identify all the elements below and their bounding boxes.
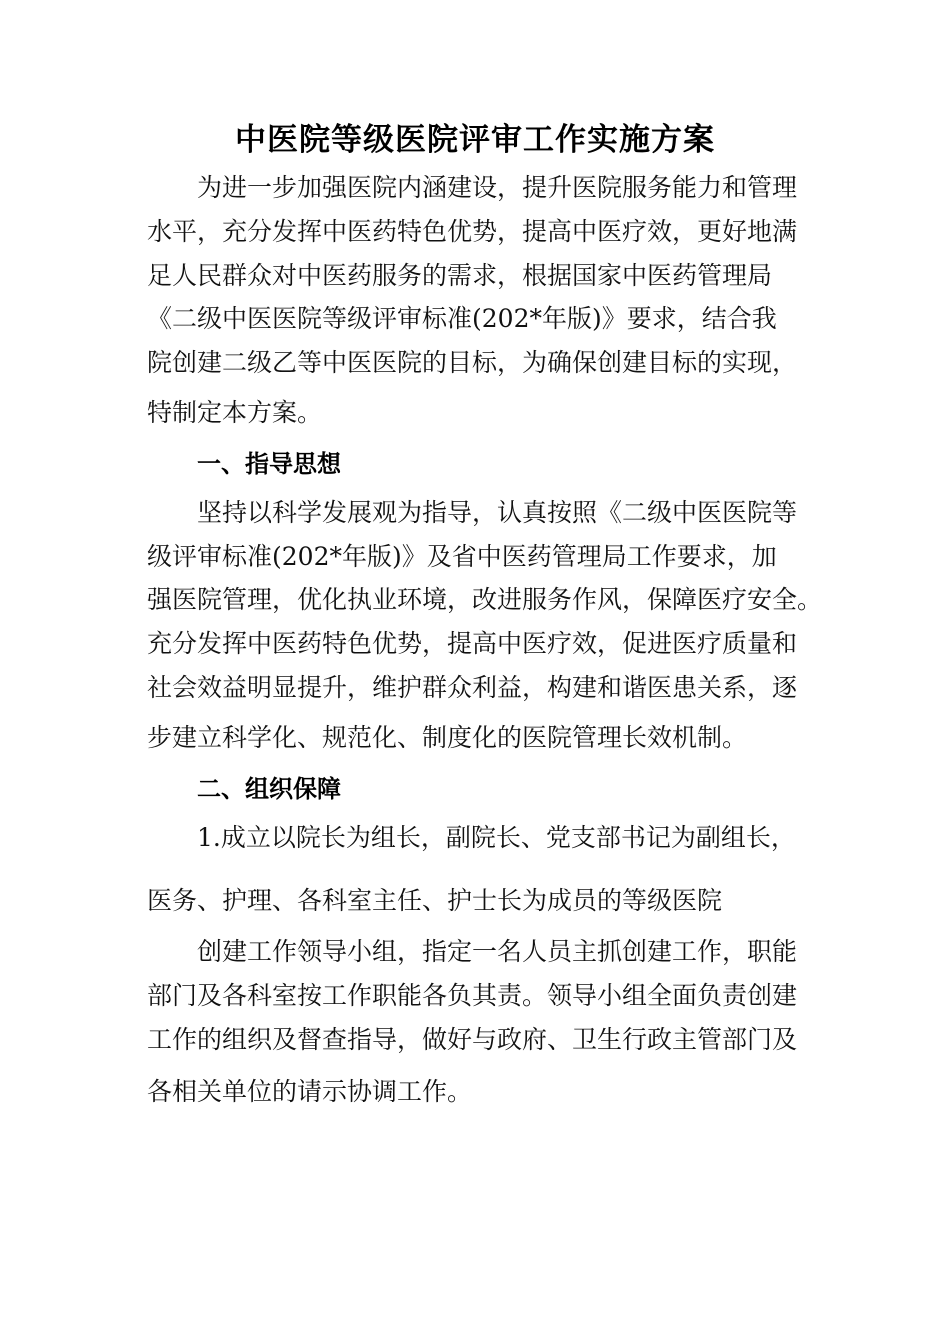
section2-para2-line-2: 部门及各科室按工作职能各负其责。领导小组全面负责创建	[147, 981, 798, 1010]
intro-line-3: 足人民群众对中医药服务的需求，根据国家中医药管理局	[147, 261, 773, 290]
section1-line-6: 步建立科学化、规范化、制度化的医院管理长效机制。	[147, 723, 748, 752]
intro-line-2: 水平，充分发挥中医药特色优势，提高中医疗效，更好地满	[147, 217, 798, 246]
section1-line-4: 充分发挥中医药特色优势，提高中医疗效，促进医疗质量和	[147, 629, 798, 658]
section2-para2-line-3: 工作的组织及督查指导，做好与政府、卫生行政主管部门及	[147, 1025, 798, 1054]
section2-item1-line-2: 医务、护理、各科室主任、护士长为成员的等级医院	[147, 886, 723, 915]
section1-line-5: 社会效益明显提升，维护群众利益，构建和谐医患关系，逐	[147, 673, 798, 702]
document-title: 中医院等级医院评审工作实施方案	[235, 122, 715, 158]
section-heading-organization: 二、组织保障	[197, 775, 341, 803]
intro-line-4: 《二级中医医院等级评审标准(202*年版)》要求，结合我	[147, 304, 777, 333]
section1-line-1: 坚持以科学发展观为指导，认真按照《二级中医医院等	[197, 498, 798, 527]
intro-line-5: 院创建二级乙等中医医院的目标，为确保创建目标的实现，	[147, 348, 798, 377]
section2-para2-line-1: 创建工作领导小组，指定一名人员主抓创建工作，职能	[197, 937, 798, 966]
intro-line-6: 特制定本方案。	[147, 398, 323, 427]
section2-para2-line-4: 各相关单位的请示协调工作。	[147, 1077, 473, 1106]
intro-line-1: 为进一步加强医院内涵建设，提升医院服务能力和管理	[197, 173, 798, 202]
section1-line-2: 级评审标准(202*年版)》及省中医药管理局工作要求，加	[147, 542, 777, 571]
section-heading-guiding-ideology: 一、指导思想	[197, 450, 341, 478]
section2-item1-line-1: 1.成立以院长为组长，副院长、党支部书记为副组长，	[197, 823, 796, 852]
section1-line-3: 强医院管理，优化执业环境，改进服务作风，保障医疗安全。	[147, 585, 823, 614]
